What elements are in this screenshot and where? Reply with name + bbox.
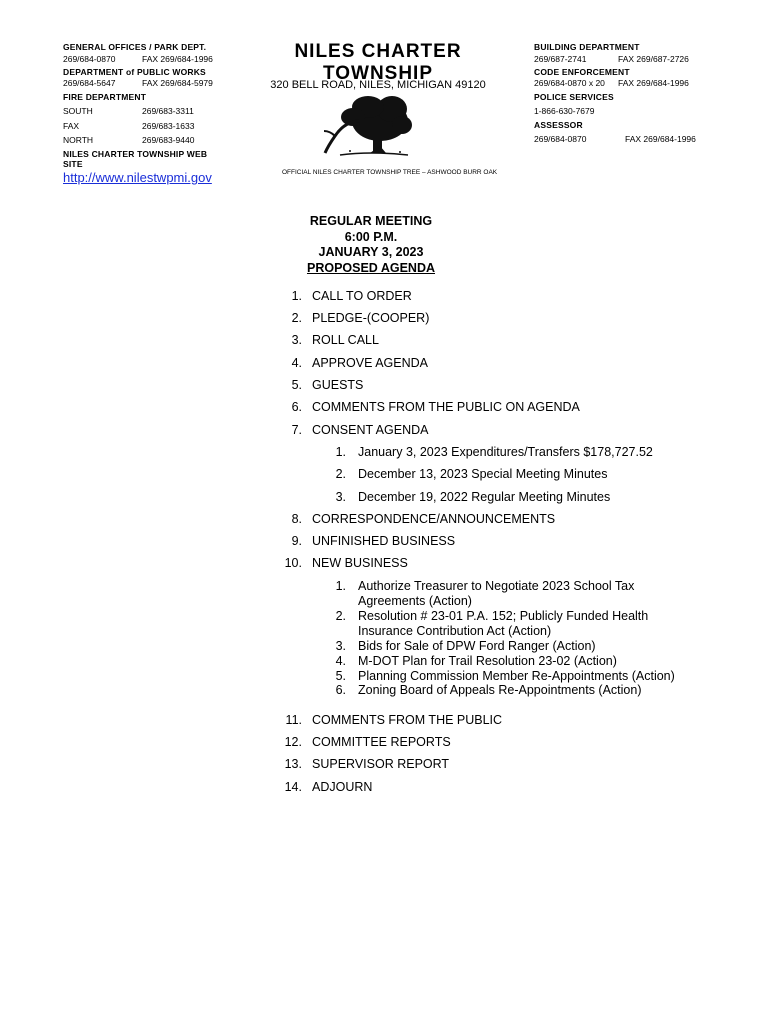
consent-sub-item [330,467,607,482]
agenda-item-number: 3. [291,333,302,347]
sub-item-number: 3. [335,639,346,653]
code-enforcement-phone: 269/684-0870 x 20 [534,78,605,88]
agenda-item-number: 13. [284,757,302,771]
website-label: NILES CHARTER TOWNSHIP WEB SITE [63,149,208,169]
agenda-item-text: CALL TO ORDER [312,289,412,303]
website-link[interactable]: http://www.nilestwpmi.gov [63,170,212,185]
sub-item-number: 2. [335,609,346,623]
new-business-sub-item [330,654,617,669]
sub-item-text: Planning Commission Member Re-Appointments (Action) [358,669,675,683]
fire-north-number: 269/683-9440 [142,135,195,145]
sub-item-number: 1. [335,579,346,593]
new-business-sub-item [330,579,634,609]
agenda-item-number: 10. [284,556,302,570]
sub-item-text: December 19, 2022 Regular Meeting Minutes [358,490,611,504]
new-business-sub-item [330,669,675,684]
meeting-time: 6:00 P.M. [344,229,398,244]
agenda-item-number: 11. [285,713,302,727]
agenda-item-text: PLEDGE-(COOPER) [312,311,430,325]
fire-fax-number: 269/683-1633 [142,121,195,131]
assessor-label: ASSESSOR [534,120,583,130]
fire-south-number: 269/683-3311 [142,106,194,116]
consent-sub-item [330,445,653,460]
agenda-item-number: 7. [291,423,302,437]
police-services-label: POLICE SERVICES [534,92,614,102]
fire-fax-label: FAX [63,121,80,131]
oak-tree-logo [320,91,415,159]
agenda-item [284,512,555,527]
sub-item-text: M-DOT Plan for Trail Resolution 23-02 (Action) [358,654,617,668]
township-address: 320 BELL ROAD, NILES, MICHIGAN 49120 [270,79,486,91]
sub-item-text: Authorize Treasurer to Negotiate 2023 School Tax [358,579,635,593]
agenda-item [284,400,580,415]
agenda-item-number: 2. [291,311,302,325]
agenda-item [284,713,502,728]
meeting-date: JANUARY 3, 2023 [318,245,424,259]
agenda-item-number: 9. [291,534,302,548]
sub-item-text: Resolution # 23-01 P.A. 152; Publicly Funded Health [358,609,649,623]
agenda-item-number: 5. [291,378,302,392]
sub-item-number: 5. [335,669,346,683]
agenda-item-text: GUESTS [312,378,364,392]
sub-item-number: 3. [335,490,346,504]
agenda-item-text: COMMITTEE REPORTS [312,735,451,749]
agenda-item-text: CORRESPONDENCE/ANNOUNCEMENTS [312,512,556,526]
agenda-item-number: 1. [291,289,302,303]
building-department-phone: 269/687-2741 [534,54,587,64]
sub-item-number: 2. [335,467,346,481]
agenda-item [284,780,372,795]
new-business-sub-item [330,609,648,639]
consent-sub-item [330,490,610,505]
public-works-phone: 269/684-5647 [63,78,116,88]
agenda-title: PROPOSED AGENDA [306,260,436,275]
agenda-item-number: 6. [291,400,302,414]
building-department-label: BUILDING DEPARTMENT [534,42,640,52]
assessor-fax: FAX 269/684-1996 [625,134,696,144]
agenda-item-number: 8. [291,512,302,526]
agenda-item-text: ADJOURN [312,780,373,794]
agenda-item [284,356,428,371]
code-enforcement-fax: FAX 269/684-1996 [618,78,689,88]
agenda-item-text: COMMENTS FROM THE PUBLIC ON AGENDA [312,400,580,414]
agenda-item [284,333,379,348]
agenda-item [284,311,429,326]
fire-department-label: FIRE DEPARTMENT [63,92,147,102]
agenda-item-text: NEW BUSINESS [312,556,408,570]
building-department-fax: FAX 269/687-2726 [618,54,689,64]
agenda-item-number: 14. [284,780,302,794]
new-business-sub-item [330,639,596,654]
public-works-label: DEPARTMENT of PUBLIC WORKS [63,67,206,77]
new-business-sub-item [330,683,642,698]
agenda-item [284,289,412,304]
fire-south-label: SOUTH [63,106,93,116]
tree-caption: OFFICIAL NILES CHARTER TOWNSHIP TREE – ASHWOOD BURR OAK [282,169,498,176]
fire-north-label: NORTH [63,135,94,145]
sub-item-text: January 3, 2023 Expenditures/Transfers $178,727.52 [358,445,653,459]
meeting-type: REGULAR MEETING [309,214,433,228]
agenda-item [284,534,455,549]
police-services-phone: 1-866-630-7679 [534,106,595,116]
agenda-item-number: 12. [284,735,302,749]
agenda-item [284,423,428,438]
general-offices-label: GENERAL OFFICES / PARK DEPT. [63,42,207,52]
agenda-item [284,735,451,750]
sub-item-text: December 13, 2023 Special Meeting Minutes [358,467,608,481]
sub-item-text: Bids for Sale of DPW Ford Ranger (Action) [358,639,596,653]
sub-item-number: 1. [335,445,346,459]
agenda-item [284,556,408,571]
sub-item-number: 4. [335,654,346,668]
code-enforcement-label: CODE ENFORCEMENT [534,67,630,77]
public-works-fax: FAX 269/684-5979 [142,78,213,88]
sub-item-text-continued: Insurance Contribution Act (Action) [358,624,552,638]
sub-item-text: Zoning Board of Appeals Re-Appointments (Action) [358,683,642,697]
general-offices-fax: FAX 269/684-1996 [142,54,213,64]
agenda-item-text: COMMENTS FROM THE PUBLIC [312,713,503,727]
assessor-phone: 269/684-0870 [534,134,587,144]
agenda-item-number: 4. [291,356,302,370]
agenda-item [284,757,449,772]
agenda-item-text: CONSENT AGENDA [312,423,429,437]
agenda-item-text: APPROVE AGENDA [312,356,429,370]
page-title: NILES CHARTER TOWNSHIP [294,41,462,84]
agenda-item-text: SUPERVISOR REPORT [312,757,450,771]
sub-item-number: 6. [335,683,346,697]
agenda-item [284,378,363,393]
agenda-item-text: UNFINISHED BUSINESS [312,534,456,548]
meeting-heading [271,214,471,276]
agenda-item-text: ROLL CALL [312,333,379,347]
general-offices-phone: 269/684-0870 [63,54,116,64]
sub-item-text-continued: Agreements (Action) [358,594,472,608]
